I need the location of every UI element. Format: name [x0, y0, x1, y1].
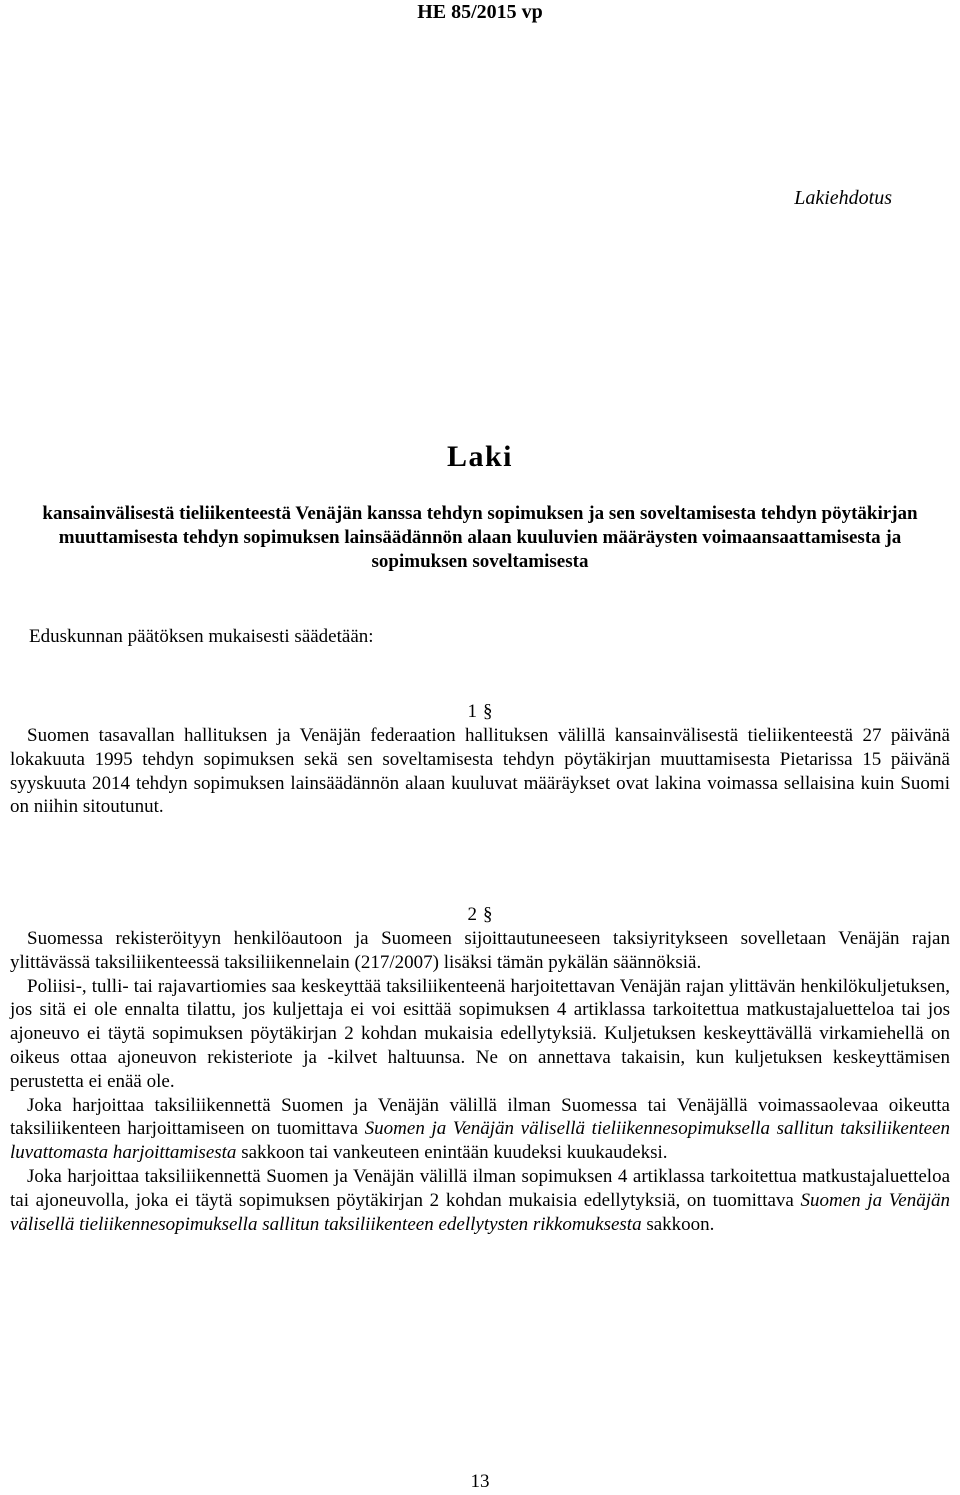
section-symbol: §	[483, 701, 493, 722]
paragraph	[10, 1094, 950, 1165]
proposal-label: Lakiehdotus	[794, 187, 892, 209]
section-number-value: 1	[467, 701, 477, 722]
document-id: HE 85/2015 vp	[417, 1, 543, 23]
section-number-value: 2	[467, 904, 477, 925]
paragraph-text: Suomessa rekisteröityyn henkilöautoon ja Suomeen sijoittautuneeseen taksiyritykseen sovelletaan Venäjän rajan ylittävässä taksiliikenteessä taksiliikennelain (217/2007) lisäksi tämän pykälän säännöksiä.	[10, 928, 950, 973]
paragraph-text: sakkoon tai vankeuteen enintään kuudeksi kuukaudeksi.	[236, 1142, 668, 1164]
paragraph	[10, 927, 950, 975]
section-symbol: §	[483, 904, 493, 925]
offence-name: Suomen ja Venäjän välisellä tieliikennesopimuksella sallitun taksiliikenteen luvattomasta harjoittamisesta	[10, 1118, 950, 1164]
paragraph-text: Joka harjoittaa taksiliikennettä Suomen ja Venäjän välillä ilman Suomessa tai Venäjällä voimassaolevaa oikeutta taksiliikenteen harjoittamiseen on tuomittava	[10, 1094, 950, 1140]
paragraph	[10, 1165, 950, 1236]
section-2-number	[0, 903, 960, 927]
section-2-body	[10, 927, 950, 1236]
paragraph	[10, 724, 950, 819]
section-1-body	[10, 724, 950, 819]
paragraph-text: Joka harjoittaa taksiliikennettä Suomen ja Venäjän välillä ilman sopimuksen 4 artiklassa tarkoitettua matkustajaluetteloa tai ajoneuvolla, joka ei täytä sopimuksen pöytäkirjan 2 kohdan mukaisia edellytyksiä, on tuomittava	[10, 1165, 950, 1211]
paragraph-text: Poliisi-, tulli- tai rajavartiomies saa keskeyttää taksiliikenteenä harjoitettavan Venäjän rajan ylittävän henkilökuljetuksen, jos sitä ei ole ennalta tilattu, jos kuljettaja ei voi esittää sopimuksen 4 artiklassa tarkoitettua matkustajaluetteloa tai jos ajoneuvo ei täytä sopimuksen pöytäkirjan 2 kohdan mukaisia edellytyksiä. Kuljetuksen keskeyttävällä virkamiehellä on oikeus ottaa ajoneuvon rekisteriote ja -kilvet haltuunsa. Ne on annettava takaisin, kun kuljetuksen keskeyttämisen perustetta ei enää ole.	[10, 975, 950, 1092]
law-title: Laki	[446, 440, 514, 473]
page-number: 13	[470, 1471, 490, 1492]
law-subtitle: kansainvälisestä tieliikenteestä Venäjän kanssa tehdyn sopimuksen ja sen soveltamisesta tehdyn pöytäkirjan muuttamisesta tehdyn sopimuksen lainsäädännön alaan kuuluvien määräysten voimaansaattamisesta ja sopimuksen soveltamisesta	[42, 503, 918, 572]
paragraph	[10, 975, 950, 1094]
paragraph-text: sakkoon.	[641, 1213, 715, 1235]
offence-name: Suomen ja Venäjän välisellä tieliikennesopimuksella sallitun taksiliikenteen edellytysten rikkomuksesta	[10, 1189, 950, 1235]
enacting-clause: Eduskunnan päätöksen mukaisesti säädetään:	[29, 626, 374, 647]
paragraph-text: Suomen tasavallan hallituksen ja Venäjän federaation hallituksen välillä kansainvälisestä tieliikenteestä 27 päivänä lokakuuta 1995 tehdyn sopimuksen sekä sen soveltamisesta tehdyn pöytäkirjan muuttamisesta Pietarissa 15 päivänä syyskuuta 2014 tehdyn sopimuksen lainsäädännön alaan kuuluvat määräykset ovat lakina voimassa sellaisina kuin Suomi on niihin sitoutunut.	[10, 725, 950, 818]
section-1-number	[0, 700, 960, 724]
